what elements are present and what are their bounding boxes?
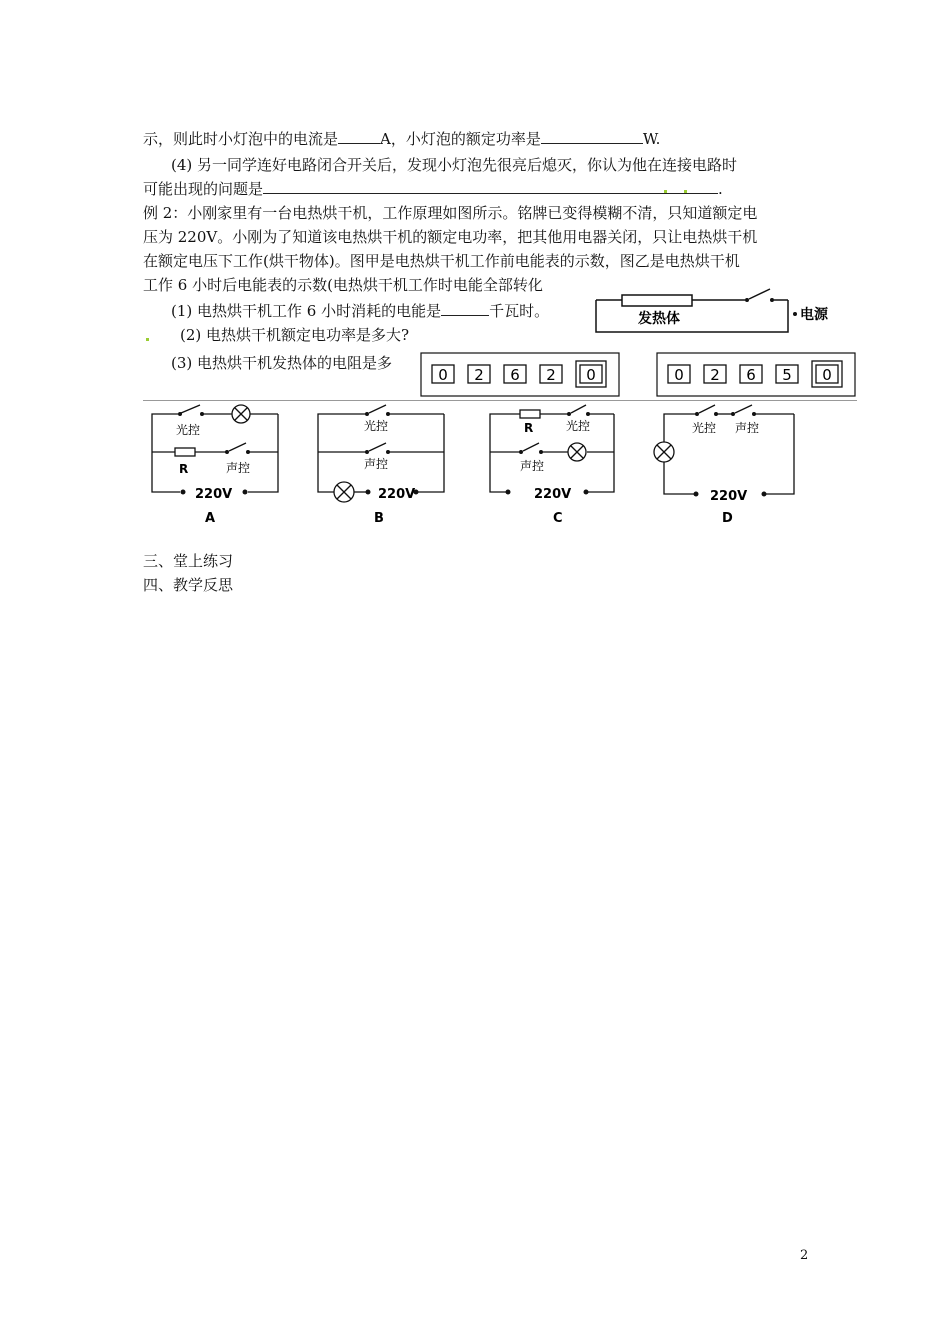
line3-part-b: . (718, 180, 723, 198)
sound-control-label: 声控 (226, 461, 251, 475)
section-practice: 三、堂上练习 (143, 552, 234, 570)
answer-blank-problem[interactable] (263, 178, 718, 194)
line1-part-a: 示，则此时小灯泡中的电流是 (143, 130, 339, 148)
text-line-3 (143, 178, 723, 200)
light-control-label: 光控 (364, 419, 389, 433)
line1-part-b: A，小灯泡的额定功率是 (380, 130, 541, 148)
text-line-7: 工作 6 小时后电能表的示数(电热烘干机工作时电能全部转化 (143, 276, 543, 294)
sound-control-label: 声控 (735, 421, 760, 435)
circuit-b (306, 402, 456, 528)
answer-blank-power[interactable] (541, 128, 643, 144)
meter-digit: 2 (546, 366, 556, 384)
heater-resistor (622, 295, 692, 306)
text-line-2: (4) 另一同学连好电路闭合开关后，发现小灯泡先很亮后熄灭，你认为他在连接电路时 (171, 156, 738, 174)
line1-part-c: W. (642, 130, 661, 148)
voltage-label: 220V (378, 487, 416, 502)
voltage-label: 220V (195, 487, 233, 502)
section-reflection: 四、教学反思 (143, 576, 234, 594)
meter-before (420, 352, 620, 397)
resistor-label: R (524, 421, 534, 435)
light-control-label: 光控 (566, 419, 591, 433)
meter-digit: 0 (674, 366, 684, 384)
dryer-circuit-diagram (590, 284, 840, 338)
page-number: 2 (800, 1248, 809, 1263)
meter-digit: 2 (710, 366, 720, 384)
q1-part-a: (1) 电热烘干机工作 6 小时消耗的电能是 (171, 302, 442, 320)
meter-digit: 0 (586, 366, 596, 384)
circuit-a (140, 402, 290, 528)
heater-label: 发热体 (638, 311, 680, 327)
switch-icon (749, 289, 770, 299)
meter-digit: 2 (474, 366, 484, 384)
line3-part-a: 可能出现的问题是 (143, 180, 264, 198)
text-line-6: 在额定电压下工作(烘干物体)。图甲是电热烘干机工作前电能表的示数，图乙是电热烘干机 (143, 252, 740, 270)
meter-digit: 0 (438, 366, 448, 384)
question-1 (171, 300, 549, 322)
meter-digit: 0 (822, 366, 832, 384)
circuit-d (650, 402, 800, 528)
answer-blank-energy[interactable] (441, 300, 489, 316)
text-line-4: 例 2：小刚家里有一台电热烘干机，工作原理如图所示。铭牌已变得模糊不清，只知道额定电 (143, 204, 758, 222)
meter-digit: 6 (746, 366, 756, 384)
meter-digit: 6 (510, 366, 520, 384)
option-d-label: D (722, 511, 733, 526)
option-b-label: B (374, 511, 384, 526)
text-line-1 (143, 128, 660, 150)
sound-control-label: 声控 (364, 457, 389, 471)
light-control-label: 光控 (176, 423, 201, 437)
question-2: (2) 电热烘干机额定电功率是多大? (180, 326, 410, 344)
light-control-label: 光控 (692, 421, 717, 435)
text-line-5: 压为 220V。小刚为了知道该电热烘干机的额定电功率，把其他用电器关闭，只让电热烘干机 (143, 228, 758, 246)
separator (143, 400, 857, 401)
sound-control-label: 声控 (520, 459, 545, 473)
answer-blank-current[interactable] (338, 128, 380, 144)
voltage-label: 220V (710, 489, 748, 504)
circuit-c (476, 402, 626, 528)
option-c-label: C (553, 511, 563, 526)
q1-part-b: 千瓦时。 (489, 302, 550, 320)
meter-after (656, 352, 856, 397)
green-mark (146, 338, 149, 341)
green-mark (664, 190, 667, 193)
green-mark (684, 190, 687, 193)
power-source-label: 电源 (800, 307, 828, 323)
option-a-label: A (205, 511, 216, 526)
meter-digit: 5 (782, 366, 792, 384)
voltage-label: 220V (534, 487, 572, 502)
resistor-label: R (179, 462, 189, 476)
question-3: (3) 电热烘干机发热体的电阻是多 (171, 354, 393, 372)
